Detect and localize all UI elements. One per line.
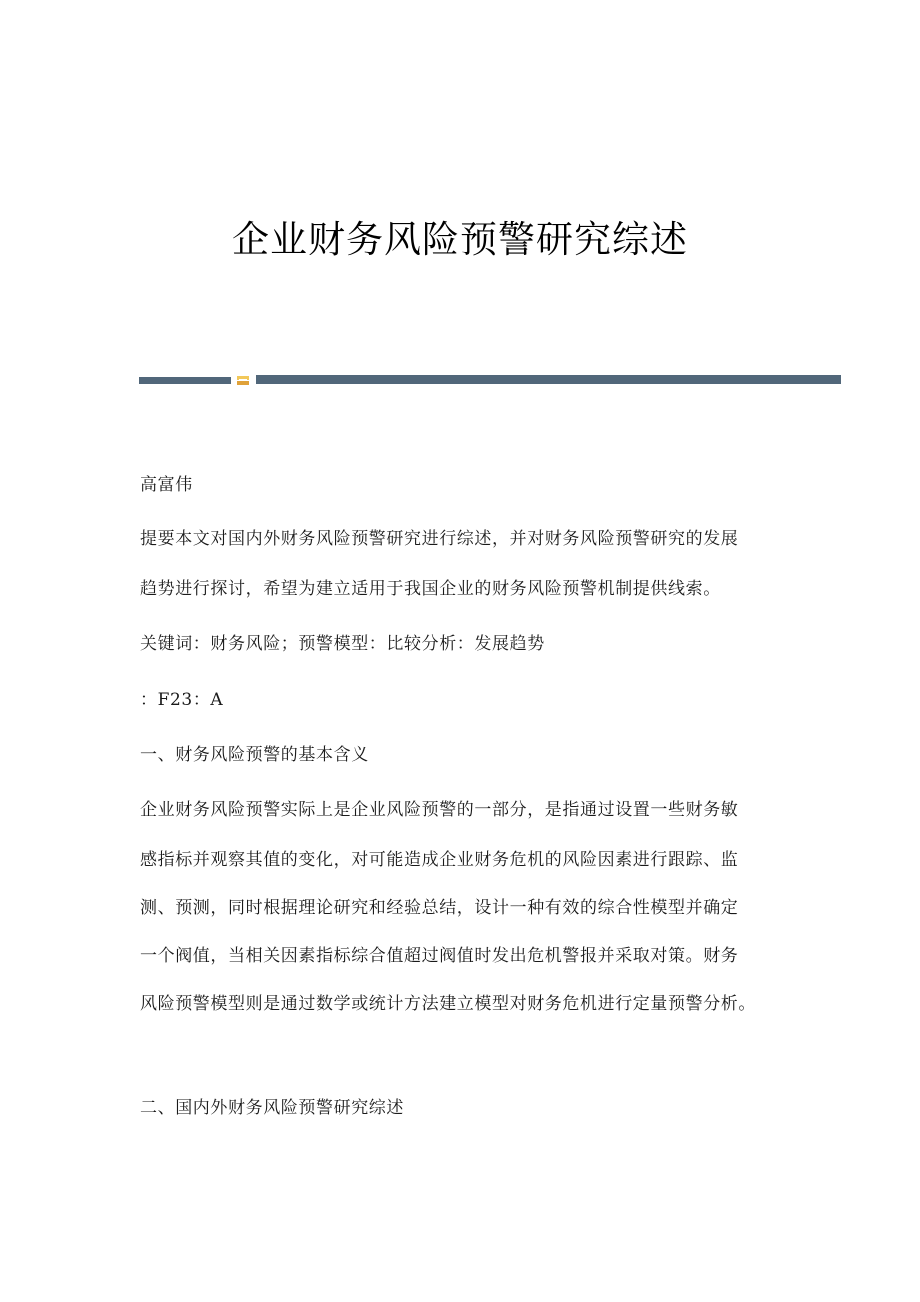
section-heading: 二、国内外财务风险预警研究综述	[140, 1098, 404, 1118]
document-title: 企业财务风险预警研究综述	[232, 218, 688, 261]
title-divider	[139, 375, 841, 385]
abstract-line: 趋势进行探讨，希望为建立适用于我国企业的财务风险预警机制提供线索。	[140, 579, 721, 599]
abstract-line: 提要本文对国内外财务风险预警研究进行综述，并对财务风险预警研究的发展	[140, 529, 739, 549]
section-heading: 一、财务风险预警的基本含义	[140, 745, 369, 765]
paragraph-line: 企业财务风险预警实际上是企业风险预警的一部分，是指通过设置一些财务敏	[140, 800, 739, 820]
paragraph-line: 测、预测，同时根据理论研究和经验总结，设计一种有效的综合性模型并确定	[140, 898, 739, 918]
keywords: 关键词：财务风险；预警模型：比较分析：发展趋势	[140, 634, 545, 654]
paragraph-line: 感指标并观察其值的变化，对可能造成企业财务危机的风险因素进行跟踪、监	[140, 850, 739, 870]
paragraph-line: 风险预警模型则是通过数学或统计方法建立模型对财务危机进行定量预警分析。	[140, 994, 756, 1014]
divider-bar-left	[139, 377, 231, 384]
classification-code: ：F23：A	[140, 690, 224, 710]
author-name: 高富伟	[140, 475, 193, 495]
diamond-ornament-icon	[236, 375, 250, 386]
paragraph-line: 一个阀值，当相关因素指标综合值超过阀值时发出危机警报并采取对策。财务	[140, 946, 739, 966]
divider-bar-right	[256, 375, 841, 384]
